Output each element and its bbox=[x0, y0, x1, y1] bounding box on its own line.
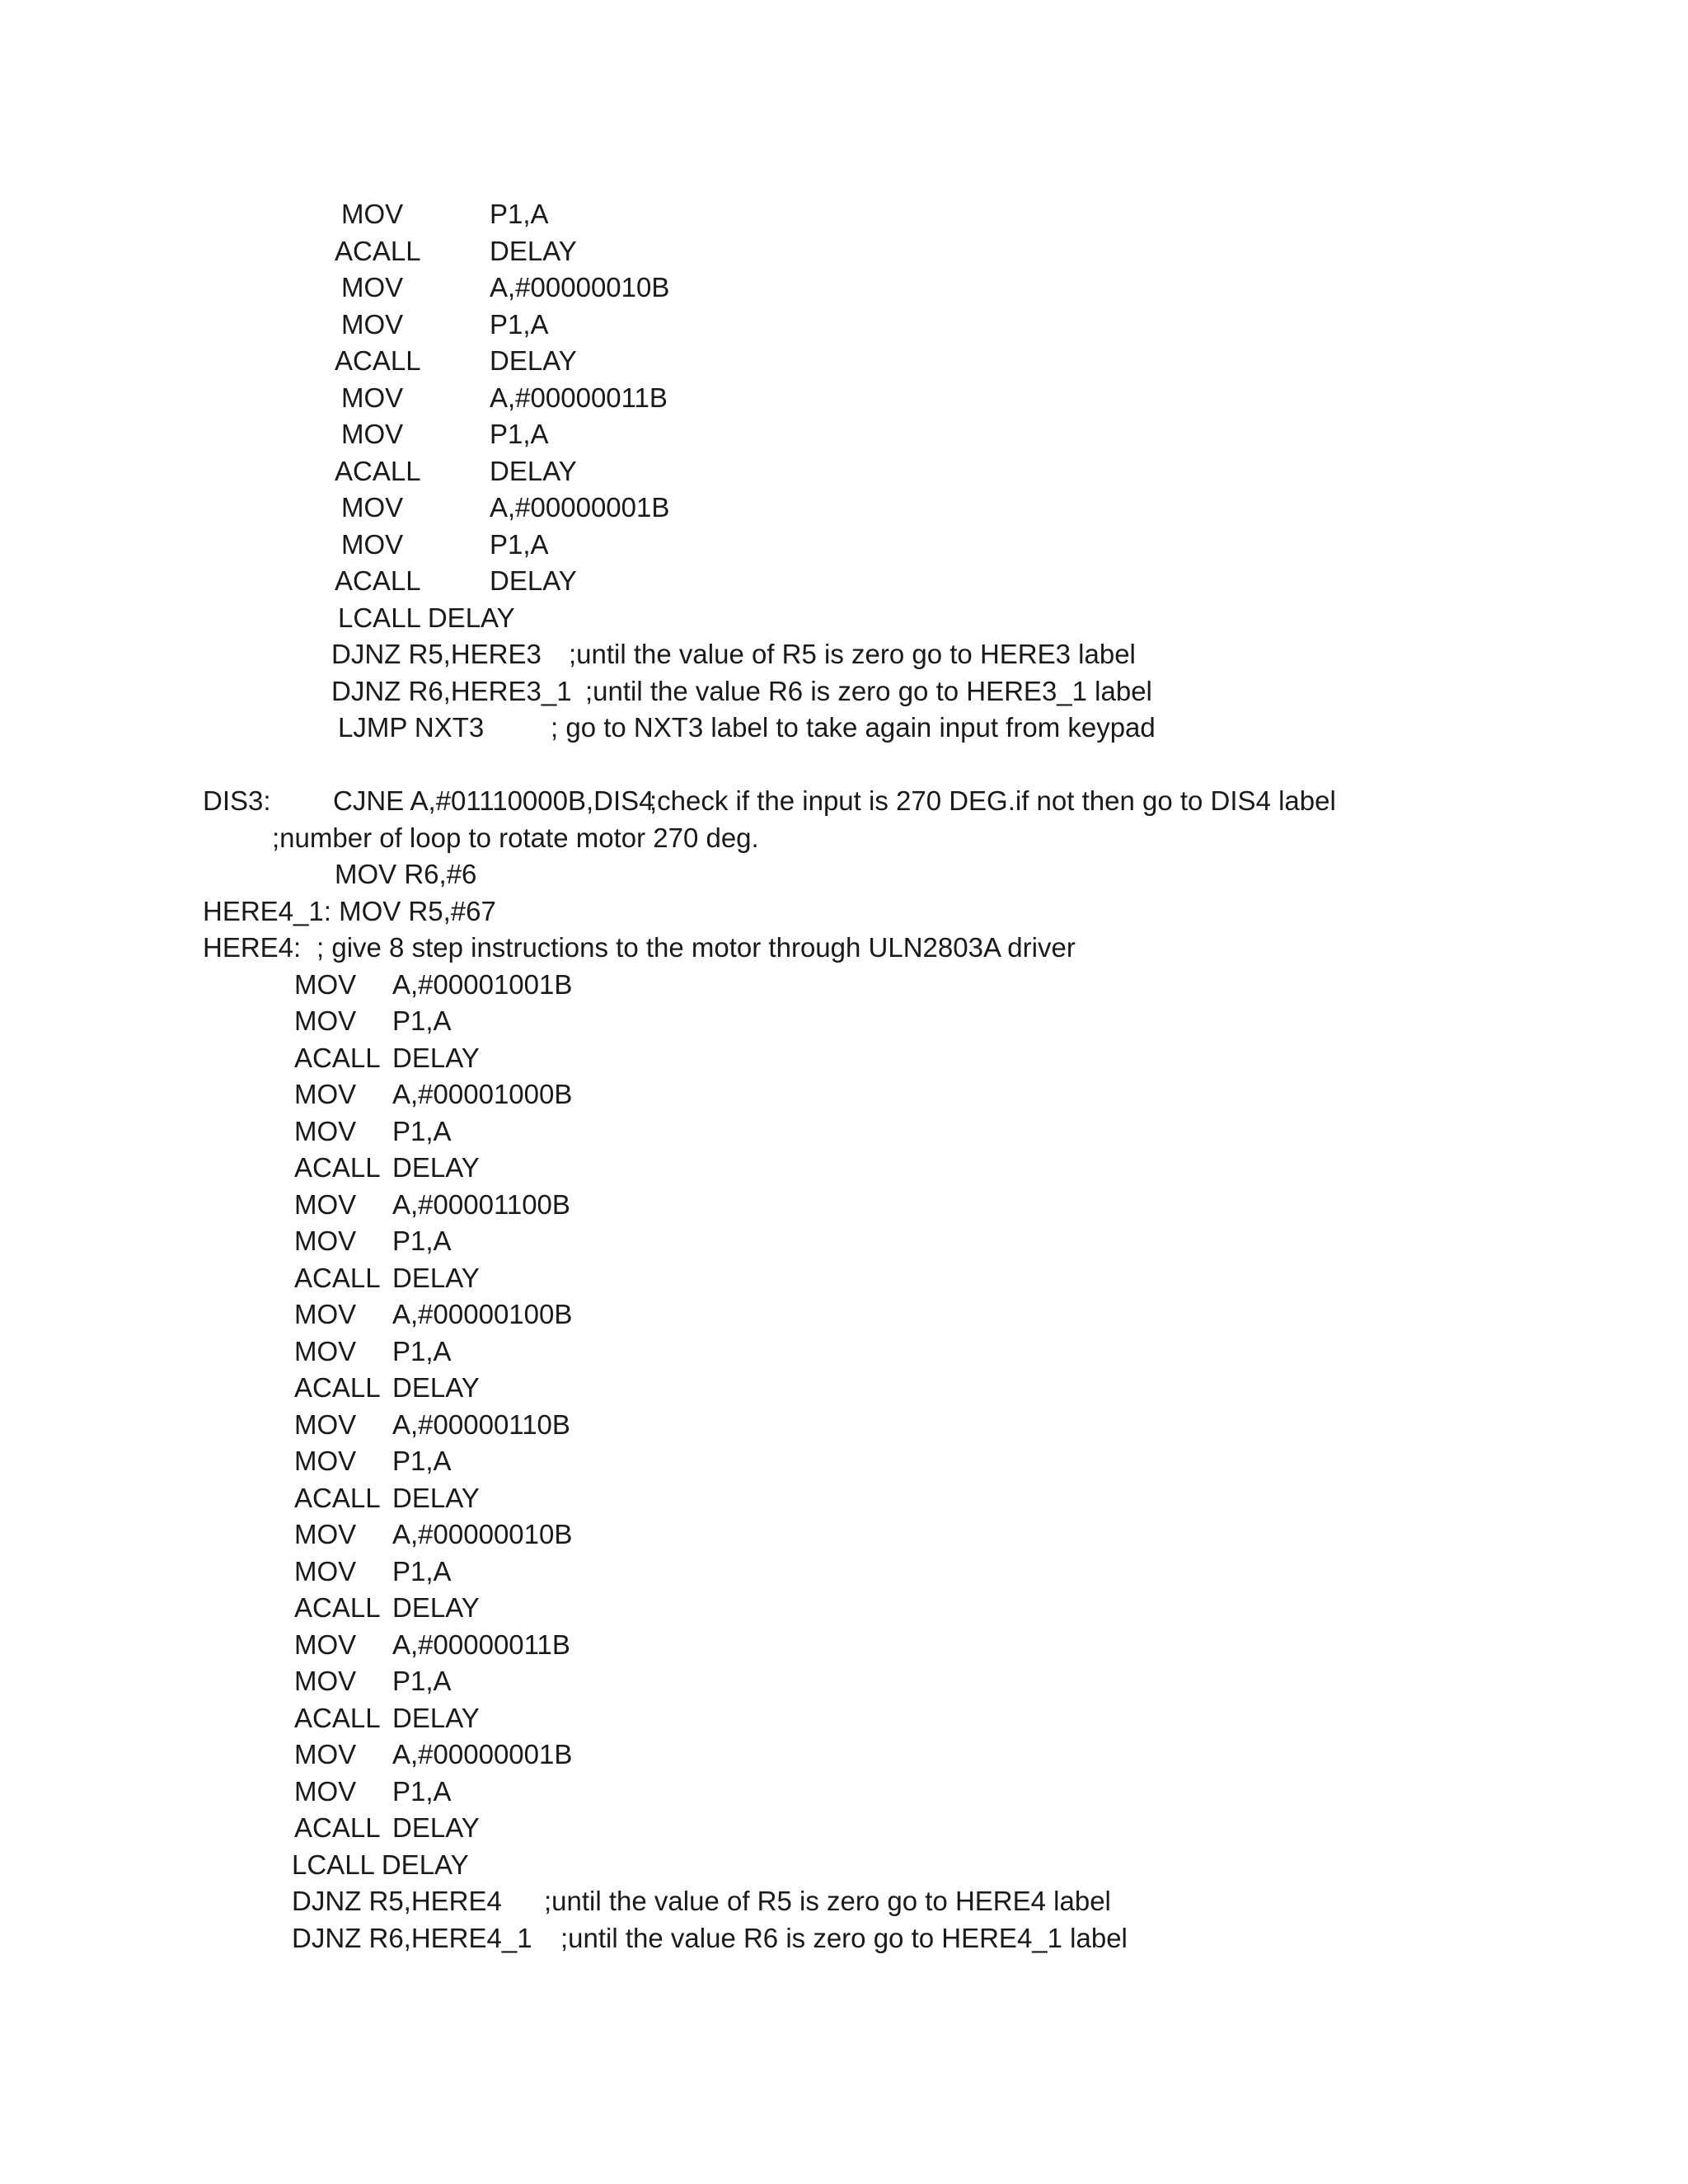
code-operand: P1,A bbox=[490, 528, 549, 560]
code-opcode: MOV bbox=[294, 1519, 357, 1549]
code-opcode: MOV bbox=[294, 1666, 357, 1696]
code-operand: DELAY bbox=[392, 1812, 480, 1843]
code-opcode: ACALL bbox=[294, 1702, 381, 1733]
code-comment: ;until the value of R5 is zero go to HERE3 label bbox=[569, 639, 1136, 669]
code-line: DJNZ R6,HERE3_1 bbox=[331, 675, 572, 706]
code-comment: ;until the value R6 is zero go to HERE3_1 label bbox=[585, 675, 1152, 706]
code-opcode: ACALL bbox=[294, 1262, 381, 1293]
code-opcode: ACALL bbox=[335, 565, 421, 596]
code-opcode: ACALL bbox=[335, 345, 421, 376]
code-operand: A,#00000010B bbox=[490, 272, 670, 302]
code-line: LJMP NXT3 bbox=[338, 712, 485, 743]
code-operand: P1,A bbox=[392, 1335, 452, 1366]
code-operand: DELAY bbox=[490, 235, 577, 266]
code-opcode: MOV bbox=[341, 382, 404, 413]
code-opcode: MOV bbox=[294, 1629, 357, 1660]
code-opcode: ACALL bbox=[294, 1482, 381, 1513]
code-operand: P1,A bbox=[392, 1115, 452, 1146]
code-operand: P1,A bbox=[392, 1775, 452, 1807]
code-opcode: MOV bbox=[294, 968, 357, 1000]
code-operand: P1,A bbox=[392, 1446, 452, 1476]
code-opcode: MOV bbox=[294, 1115, 357, 1146]
code-line: DJNZ R6,HERE4_1 bbox=[292, 1922, 532, 1953]
code-opcode: ACALL bbox=[294, 1372, 381, 1403]
code-operand: P1,A bbox=[392, 1005, 452, 1036]
code-operand: P1,A bbox=[490, 419, 549, 449]
code-opcode: MOV bbox=[294, 1226, 357, 1256]
code-opcode: ACALL bbox=[335, 235, 421, 266]
code-line: LCALL DELAY bbox=[338, 602, 515, 633]
code-opcode: MOV bbox=[294, 1446, 357, 1476]
code-operand: A,#00001000B bbox=[392, 1079, 573, 1109]
code-comment: ;until the value of R5 is zero go to HERE4 label bbox=[544, 1886, 1111, 1916]
code-opcode: MOV bbox=[294, 1555, 357, 1586]
code-operand: DELAY bbox=[392, 1702, 480, 1733]
code-opcode: MOV bbox=[341, 199, 404, 229]
code-opcode: ACALL bbox=[335, 455, 421, 486]
code-operand: A,#00001100B bbox=[392, 1188, 570, 1220]
code-line: DJNZ R5,HERE3 bbox=[331, 639, 542, 669]
code-operand: A,#00000011B bbox=[490, 382, 668, 413]
code-operand: A,#00000010B bbox=[392, 1519, 573, 1549]
code-opcode: ACALL bbox=[294, 1812, 381, 1843]
code-opcode: MOV bbox=[294, 1188, 357, 1220]
code-operand: DELAY bbox=[392, 1372, 480, 1403]
code-operand: P1,A bbox=[392, 1555, 452, 1586]
code-opcode: MOV bbox=[341, 528, 404, 560]
code-operand: P1,A bbox=[490, 308, 549, 340]
code-operand: A,#00000011B bbox=[392, 1629, 570, 1660]
code-opcode: MOV bbox=[341, 272, 404, 302]
code-opcode: MOV bbox=[294, 1005, 357, 1036]
code-opcode: MOV bbox=[294, 1335, 357, 1366]
code-comment: ;number of loop to rotate motor 270 deg. bbox=[272, 822, 759, 853]
code-line: LCALL DELAY bbox=[292, 1849, 469, 1880]
code-opcode: MOV bbox=[341, 419, 404, 449]
code-opcode: MOV bbox=[294, 1408, 357, 1440]
code-opcode: ACALL bbox=[294, 1042, 381, 1073]
code-opcode: ACALL bbox=[294, 1592, 381, 1623]
code-operand: DELAY bbox=[490, 345, 577, 376]
code-operand: DELAY bbox=[392, 1592, 480, 1623]
code-opcode: MOV bbox=[294, 1299, 357, 1329]
code-label: HERE4: bbox=[203, 932, 302, 963]
code-opcode: MOV bbox=[341, 492, 404, 523]
code-line: MOV R6,#6 bbox=[335, 859, 477, 889]
code-comment: ;check if the input is 270 DEG.if not then go to DIS4 label bbox=[649, 785, 1336, 816]
code-comment: ;until the value R6 is zero go to HERE4_1 label bbox=[560, 1922, 1128, 1953]
code-operand: A,#00000110B bbox=[392, 1408, 570, 1440]
code-operand: A,#00001001B bbox=[392, 968, 573, 1000]
code-operand: DELAY bbox=[490, 565, 577, 596]
code-operand: DELAY bbox=[490, 455, 577, 486]
code-operand: P1,A bbox=[392, 1226, 452, 1256]
code-operand: DELAY bbox=[392, 1152, 480, 1183]
code-comment: ; go to NXT3 label to take again input from keypad bbox=[551, 712, 1156, 743]
code-operand: A,#00000001B bbox=[392, 1739, 573, 1769]
code-comment: ; give 8 step instructions to the motor through ULN2803A driver bbox=[316, 932, 1076, 963]
code-opcode: MOV bbox=[294, 1775, 357, 1807]
code-line: HERE4_1: MOV R5,#67 bbox=[203, 895, 496, 926]
code-label: DIS3: bbox=[203, 785, 271, 816]
code-operand: A,#00000100B bbox=[392, 1299, 573, 1329]
code-opcode: MOV bbox=[294, 1739, 357, 1769]
code-opcode: MOV bbox=[294, 1079, 357, 1109]
code-opcode: MOV bbox=[341, 308, 404, 340]
code-operand: DELAY bbox=[392, 1262, 480, 1293]
code-operand: A,#00000001B bbox=[490, 492, 670, 523]
code-operand: P1,A bbox=[490, 199, 549, 229]
code-line: DJNZ R5,HERE4 bbox=[292, 1886, 502, 1916]
code-operand: DELAY bbox=[392, 1042, 480, 1073]
code-operand: P1,A bbox=[392, 1666, 452, 1696]
code-opcode: ACALL bbox=[294, 1152, 381, 1183]
code-operand: DELAY bbox=[392, 1482, 480, 1513]
code-line: CJNE A,#01110000B,DIS4 bbox=[333, 785, 654, 816]
